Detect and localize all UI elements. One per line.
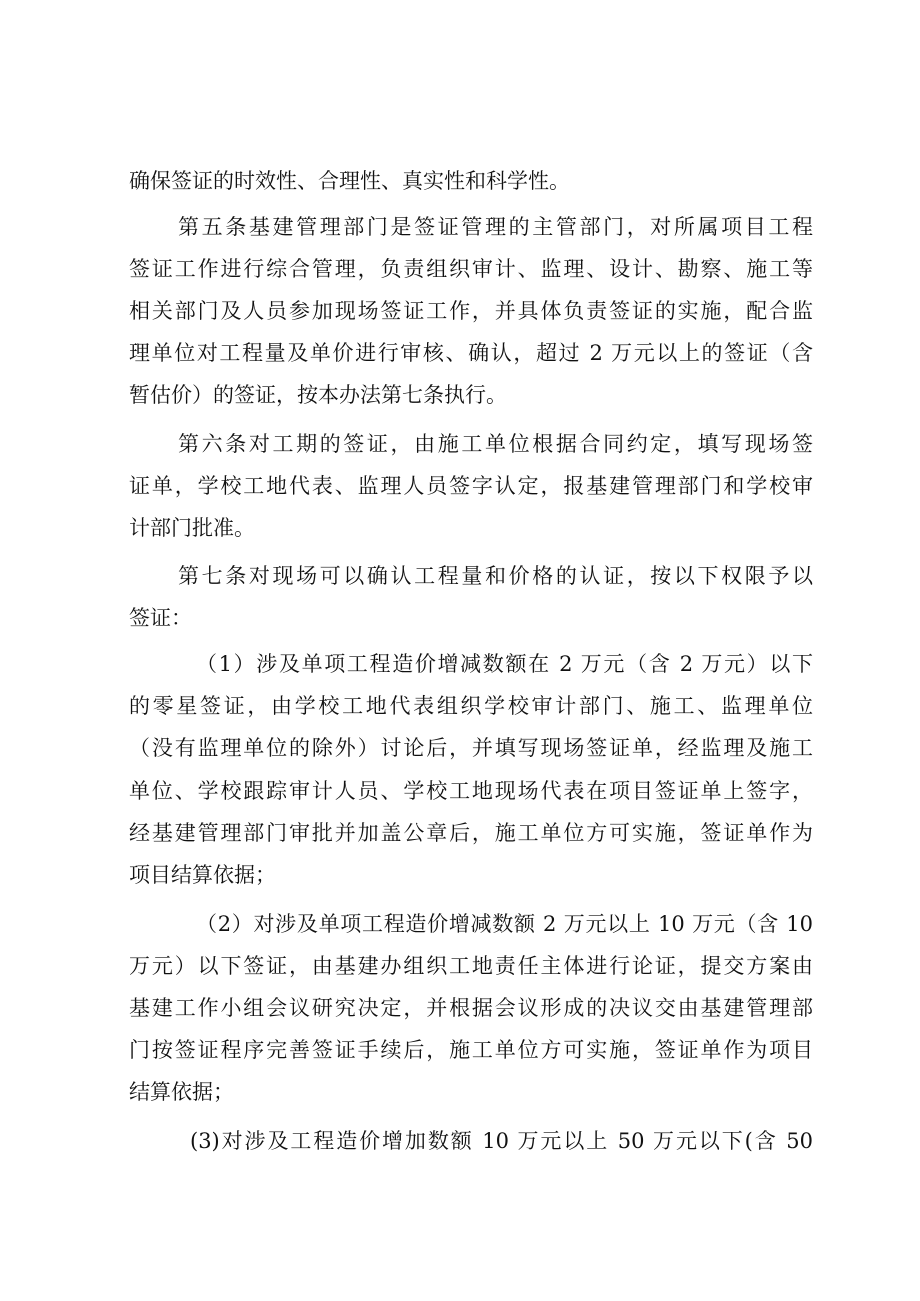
- clause-1-line-2: 的零星签证，由学校工地代表组织学校审计部门、施工、监理单位: [129, 694, 813, 718]
- article-5-line-5: 暂估价）的签证，按本办法第七条执行。: [129, 383, 507, 407]
- article-5-line-1: 第五条基建管理部门是签证管理的主管部门，对所属项目工程: [178, 215, 813, 239]
- article-5-line-3: 相关部门及人员参加现场签证工作，并具体负责签证的实施，配合监: [129, 299, 813, 323]
- clause-2-line-2: 万元）以下签证，由基建办组织工地责任主体进行论证，提交方案由: [129, 954, 813, 978]
- article-6-line-1: 第六条对工期的签证，由施工单位根据合同约定，填写现场签: [178, 432, 813, 456]
- text-line-1: 确保签证的时效性、合理性、真实性和科学性。: [129, 169, 570, 193]
- clause-2-line-3: 基建工作小组会议研究决定，并根据会议形成的决议交由基建管理部: [129, 996, 813, 1020]
- article-5-line-2: 签证工作进行综合管理，负责组织审计、监理、设计、勘察、施工等: [129, 257, 813, 281]
- article-5-line-4: 理单位对工程量及单价进行审核、确认，超过 2 万元以上的签证（含: [129, 341, 813, 365]
- clause-1-line-4: 单位、学校跟踪审计人员、学校工地现场代表在项目签证单上签字，: [129, 779, 813, 803]
- article-6-line-3: 计部门批准。: [129, 516, 255, 540]
- article-6-line-2: 证单，学校工地代表、监理人员签字认定，报基建管理部门和学校审: [129, 474, 813, 498]
- clause-1-line-6: 项目结算依据；: [129, 863, 276, 887]
- article-7-line-2: 签证：: [129, 606, 192, 630]
- clause-1-line-1: （1）涉及单项工程造价增减数额在 2 万元（含 2 万元）以下: [196, 652, 813, 676]
- clause-2-line-4: 门按签证程序完善签证手续后，施工单位方可实施，签证单作为项目: [129, 1038, 813, 1062]
- clause-1-line-3: （没有监理单位的除外）讨论后，并填写现场签证单，经监理及施工: [129, 736, 813, 760]
- clause-2-line-5: 结算依据；: [129, 1080, 234, 1104]
- clause-1-line-5: 经基建管理部门审批并加盖公章后，施工单位方可实施，签证单作为: [129, 821, 813, 845]
- clause-2-line-1: （2）对涉及单项工程造价增减数额 2 万元以上 10 万元（含 10: [196, 912, 813, 936]
- article-7-line-1: 第七条对现场可以确认工程量和价格的认证，按以下权限予以: [178, 564, 813, 588]
- clause-3-line-1: (3)对涉及工程造价增加数额 10 万元以上 50 万元以下(含 50: [190, 1129, 813, 1153]
